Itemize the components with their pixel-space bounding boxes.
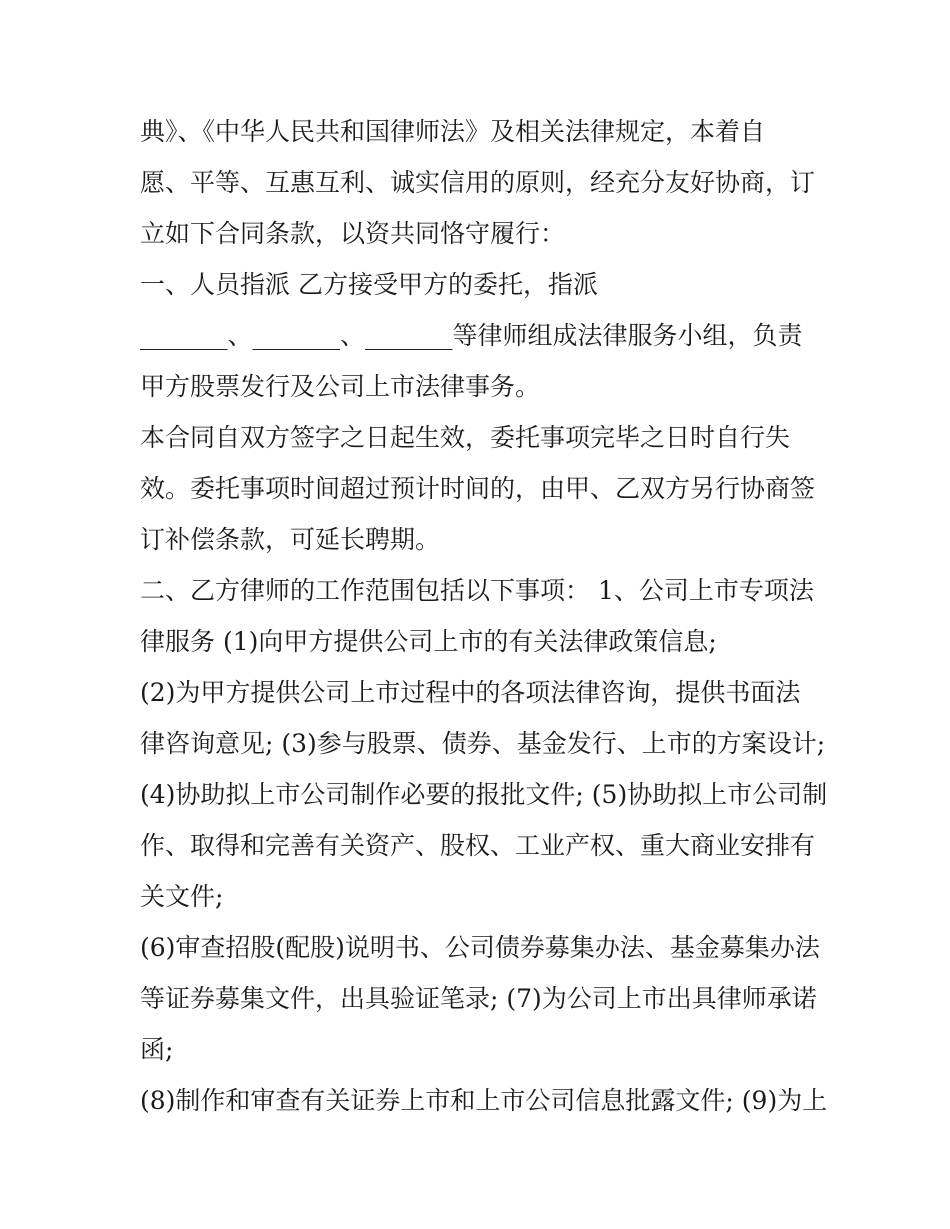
text-line-5: _______、_______、_______等律师组成法律服务小组，负责	[140, 321, 803, 350]
text-line-13: 律咨询意见; (3)参与股票、债券、基金发行、上市的方案设计;	[140, 729, 826, 758]
text-line-11: 律服务 (1)向甲方提供公司上市的有关法律政策信息;	[140, 627, 717, 656]
text-line-14: (4)协助拟上市公司制作必要的报批文件; (5)协助拟上市公司制	[140, 780, 828, 809]
text-line-16: 关文件;	[140, 882, 224, 911]
text-line-19: 函;	[140, 1035, 174, 1064]
text-line-9: 订补偿条款，可延长聘期。	[140, 525, 441, 554]
text-line-1: 典》、《中华人民共和国律师法》及相关法律规定，本着自	[140, 117, 766, 146]
section-heading-personnel: 一、人员指派 乙方接受甲方的委托，指派	[140, 270, 598, 299]
text-line-2: 愿、平等、互惠互利、诚实信用的原则，经充分友好协商，订	[140, 168, 816, 197]
text-line-3: 立如下合同条款，以资共同恪守履行：	[140, 219, 566, 248]
text-line-7: 本合同自双方签字之日起生效，委托事项完毕之日时自行失	[140, 423, 791, 452]
text-line-18: 等证券募集文件，出具验证笔录; (7)为公司上市出具律师承诺	[140, 984, 817, 1013]
text-line-12: (2)为甲方提供公司上市过程中的各项法律咨询，提供书面法	[140, 678, 801, 707]
contract-body-text	[140, 106, 828, 1126]
text-line-17: (6)审查招股(配股)说明书、公司债券募集办法、基金募集办法	[140, 933, 820, 962]
text-line-6: 甲方股票发行及公司上市法律事务。	[140, 372, 541, 401]
text-line-8: 效。委托事项时间超过预计时间的，由甲、乙双方另行协商签	[140, 474, 816, 503]
section-heading-scope: 二、乙方律师的工作范围包括以下事项： 1、公司上市专项法	[140, 576, 814, 605]
text-line-15: 作、取得和完善有关资产、股权、工业产权、重大商业安排有	[140, 831, 816, 860]
text-line-20: (8)制作和审查有关证券上市和上市公司信息批露文件; (9)为上	[140, 1086, 828, 1115]
